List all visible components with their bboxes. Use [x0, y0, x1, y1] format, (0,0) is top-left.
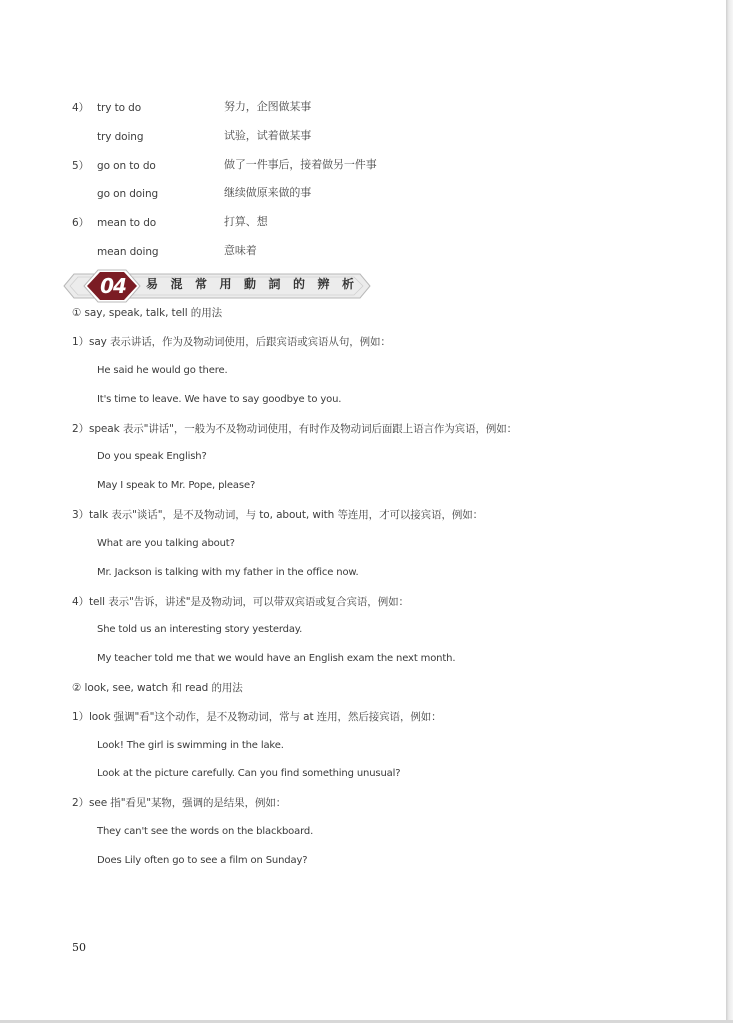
vocab-meaning: 努力，企图做某事 — [224, 100, 312, 113]
example-sentence: He said he would go there. — [97, 365, 228, 376]
vocab-phrase: go on to do — [97, 160, 156, 172]
rule-speak: 2）speak 表示"讲话"，一般为不及物动词使用，有时作及物动词后面跟上语言作为宾语，例如： — [72, 423, 518, 435]
heading-look-see-watch-read: ② look, see, watch 和 read 的用法 — [72, 682, 243, 694]
rule-tell: 4）tell 表示"告诉，讲述"是及物动词，可以带双宾语或复合宾语，例如： — [72, 596, 409, 608]
page-number: 50 — [72, 941, 86, 954]
vocab-meaning: 打算、想 — [224, 215, 268, 228]
rule-talk: 3）talk 表示"谈话"，是不及物动词，与 to, about, with 等连用，才可以接宾语，例如： — [72, 509, 484, 521]
vocab-phrase: go on doing — [97, 188, 159, 200]
example-sentence: Mr. Jackson is talking with my father in the office now. — [97, 567, 359, 578]
example-sentence: She told us an interesting story yesterday. — [97, 624, 303, 635]
vocab-phrase: mean to do — [97, 217, 157, 229]
rule-say: 1）say 表示讲话，作为及物动词使用，后跟宾语或宾语从句，例如： — [72, 336, 391, 348]
vocab-phrase: try to do — [97, 102, 142, 114]
vocab-number: 6） — [72, 217, 90, 229]
example-sentence: It's time to leave. We have to say goodbye to you. — [97, 394, 342, 405]
section-number: 04 — [100, 274, 126, 298]
example-sentence: What are you talking about? — [97, 538, 235, 549]
example-sentence: Look! The girl is swimming in the lake. — [97, 740, 284, 751]
example-sentence: Look at the picture carefully. Can you find something unusual? — [97, 768, 401, 779]
heading-say-speak-talk-tell: ① say, speak, talk, tell 的用法 — [72, 307, 223, 319]
example-sentence: Does Lily often go to see a film on Sunday? — [97, 855, 308, 866]
page-edge-shadow — [726, 0, 733, 1023]
vocab-number: 5） — [72, 160, 90, 172]
example-sentence: They can't see the words on the blackboard. — [97, 826, 314, 837]
rule-see: 2）see 指"看见"某物，强调的是结果，例如： — [72, 797, 287, 809]
vocab-meaning: 做了一件事后，接着做另一件事 — [224, 158, 377, 171]
vocab-meaning: 继续做原来做的事 — [224, 186, 312, 199]
rule-look: 1）look 强调"看"这个动作，是不及物动词，常与 at 连用，然后接宾语，例如： — [72, 711, 442, 723]
section-title: 易混常用動詞的辨析 — [146, 277, 367, 291]
example-sentence: May I speak to Mr. Pope, please? — [97, 480, 256, 491]
vocab-phrase: mean doing — [97, 246, 159, 258]
vocab-meaning: 试验，试着做某事 — [224, 129, 312, 142]
example-sentence: My teacher told me that we would have an English exam the next month. — [97, 653, 456, 664]
vocab-phrase: try doing — [97, 131, 144, 143]
vocab-meaning: 意味着 — [224, 244, 257, 257]
example-sentence: Do you speak English? — [97, 451, 207, 462]
vocab-number: 4） — [72, 102, 90, 114]
